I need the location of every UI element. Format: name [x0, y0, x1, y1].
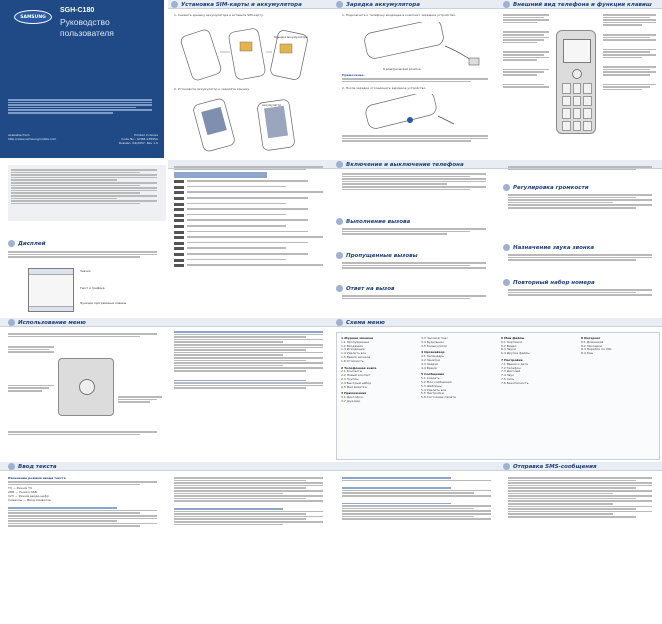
charge-note: [342, 134, 494, 143]
keypad: [562, 83, 592, 131]
cover-footer-left: Available from http://www.samsungmobile.com: [8, 133, 57, 141]
text-entry-t9-instructions: [174, 476, 329, 526]
menu-left-callouts: [8, 345, 56, 393]
sms-instructions: [508, 476, 658, 519]
call-icon: [336, 218, 343, 225]
menus-intro: [8, 332, 163, 338]
section-header-ringer: Назначение звука звонка: [503, 244, 594, 251]
text-entry-modes: Изменение режима ввода текста Т9 — Режим Т9 АБВ — Режим АБВ 123 — Режим ввода цифр Символы — Ввод символов: [8, 476, 163, 528]
cover-title-1: Руководство: [60, 17, 110, 27]
menu-right-callouts: [118, 395, 164, 404]
section-header-sim: Установка SIM-карты и аккумулятора: [171, 1, 302, 8]
section-header-menus: Использование меню: [8, 319, 86, 326]
message-icon: [503, 463, 510, 470]
label-socket: К электрической розетке: [383, 67, 421, 71]
menu-nav-key: [79, 379, 95, 395]
charger-illustration: [355, 22, 485, 68]
menu-icon: [8, 319, 15, 326]
label-cover: Крышка аккумулятора: [274, 35, 308, 39]
section-header-display: Дисплей: [8, 240, 45, 247]
model-name: SGH-C180: [60, 7, 95, 14]
answer-instructions: [342, 294, 492, 300]
sim-step-2: 2. Установите аккумулятор и закройте крышку.: [174, 87, 251, 91]
volume-icon: [503, 184, 510, 191]
charge-step-1: 1. Подключите к телефону входящее в комплект зарядное устройство.: [342, 13, 456, 17]
list-icon: [336, 319, 343, 326]
section-header-sms: Отправка SMS-сообщения: [503, 463, 596, 470]
ringer-instructions: [508, 253, 658, 262]
section-header-call: Выполнение вызова: [336, 218, 410, 225]
sim-step-1: 1. Снимите крышку аккумулятора и вставьте SIM-карту.: [174, 13, 264, 17]
menu-group-2: 3.3 Часовой пояс 3.4 Будильник 3.5 Калькулятор 4 Органайзер 4.1 Календарь 4.2 Заметки 4.3 Задачи 4.4 Время 5 Сообщения 5.1 Создать 5.2 Мои сообщения 5.3 Шаблоны 5.4 Удалить все 5.5 Настройки 5.6 Состояние памяти: [421, 337, 456, 400]
phone-icon: [503, 1, 510, 8]
power-off-instructions: [508, 165, 658, 171]
section-header-charge: Зарядка аккумулятора: [336, 1, 420, 8]
battery-install-illustration: [190, 95, 315, 155]
icons-description-block: [8, 165, 166, 221]
menu-group-3: 6 Мои файлы 6.1 Картинки 6.2 Видео 6.3 Звуки 6.4 Другие файлы 7 Настройки 7.1 Время и дата 7.2 Телефон 7.3 Дисплей 7.4 Звук 7.5 Сеть 7.6 Безопасность: [501, 337, 530, 385]
menu-group-1: 1 Журнал звонков 1.1 Пропущенные 1.2 Входящие 1.3 Исходящие 1.4 Удалить все 1.5 Время звонков 1.6 Стоимость 2 Телефонная книга 2.1 Контакты 2.2 Новый контакт 2.3 Группы 2.4 Быстрый набор 2.5 Моя визитка 3 Приложения 3.1 Диктофон 3.2 Java-мир: [341, 337, 377, 403]
charge-warning: Примечание.: [342, 73, 494, 83]
power-icon: [336, 161, 343, 168]
menus-footer: [8, 430, 163, 436]
nav-key: [572, 69, 582, 79]
missed-call-icon: [336, 252, 343, 259]
menu-group-4: 8 Интернет 8.1 Домашняя 8.2 Закладки 8.3 Перейти по URL 8.4 Кэш: [581, 337, 612, 356]
bell-icon: [503, 244, 510, 251]
phone-screen: [563, 39, 591, 63]
display-label-softkeys: Функции программных клавиш: [80, 301, 127, 305]
display-diagram-screen: [28, 268, 74, 312]
redial-instructions: [508, 288, 658, 297]
cover-disclaimer: [8, 98, 158, 115]
cover-panel: [0, 0, 164, 158]
section-header-volume: Регулировка громкости: [503, 184, 589, 191]
sim-card-icon: [171, 1, 178, 8]
redial-icon: [503, 279, 510, 286]
charger-unplug-illustration: [360, 94, 470, 132]
answer-icon: [336, 285, 343, 292]
keyboard-icon: [8, 463, 15, 470]
missed-instructions: [342, 261, 492, 270]
power-instructions: [342, 172, 492, 191]
section-header-phone-look: Внешний вид телефона и функции клавиш: [503, 1, 652, 8]
charge-step-2: 2. После зарядки отсоедините зарядное устройство.: [342, 86, 427, 90]
volume-instructions: [508, 193, 658, 210]
text-entry-numbers-symbols: [342, 476, 497, 521]
cover-footer-right: Printed in Korea Code No.: GH68-13895A Russian. 04/2007. Rev 1.0: [118, 133, 158, 145]
row3-header-band: [0, 318, 662, 327]
call-instructions: [342, 227, 492, 236]
cover-title-2: пользователя: [60, 28, 114, 38]
phone-illustration: [556, 30, 596, 134]
section-header-power: Включение и выключение телефона: [336, 161, 464, 168]
menu-tree: [336, 332, 660, 460]
menu-access-instructions: [174, 330, 329, 390]
display-label-text: Текст и графика: [80, 286, 105, 290]
samsung-logo: SAMSUNG: [14, 10, 52, 24]
menu-keys-illustration: [58, 358, 114, 416]
section-header-missed: Пропущенные вызовы: [336, 252, 418, 259]
section-header-redial: Повторный набор номера: [503, 279, 595, 286]
sim-insert-illustration: [180, 22, 320, 84]
section-header-answer: Ответ на вызов: [336, 285, 395, 292]
label-battery: Аккумулятор: [262, 103, 282, 107]
display-label-icons: Значки: [80, 269, 91, 273]
status-icons-list: [174, 165, 329, 267]
display-intro: [8, 250, 163, 259]
section-header-menu-list: Схема меню: [336, 319, 385, 326]
phone-keys-right-callouts: [603, 13, 658, 91]
battery-icon: [336, 1, 343, 8]
section-header-text-entry: Ввод текста: [8, 463, 57, 470]
phone-keys-left-callouts: [503, 13, 551, 89]
display-icon: [8, 240, 15, 247]
